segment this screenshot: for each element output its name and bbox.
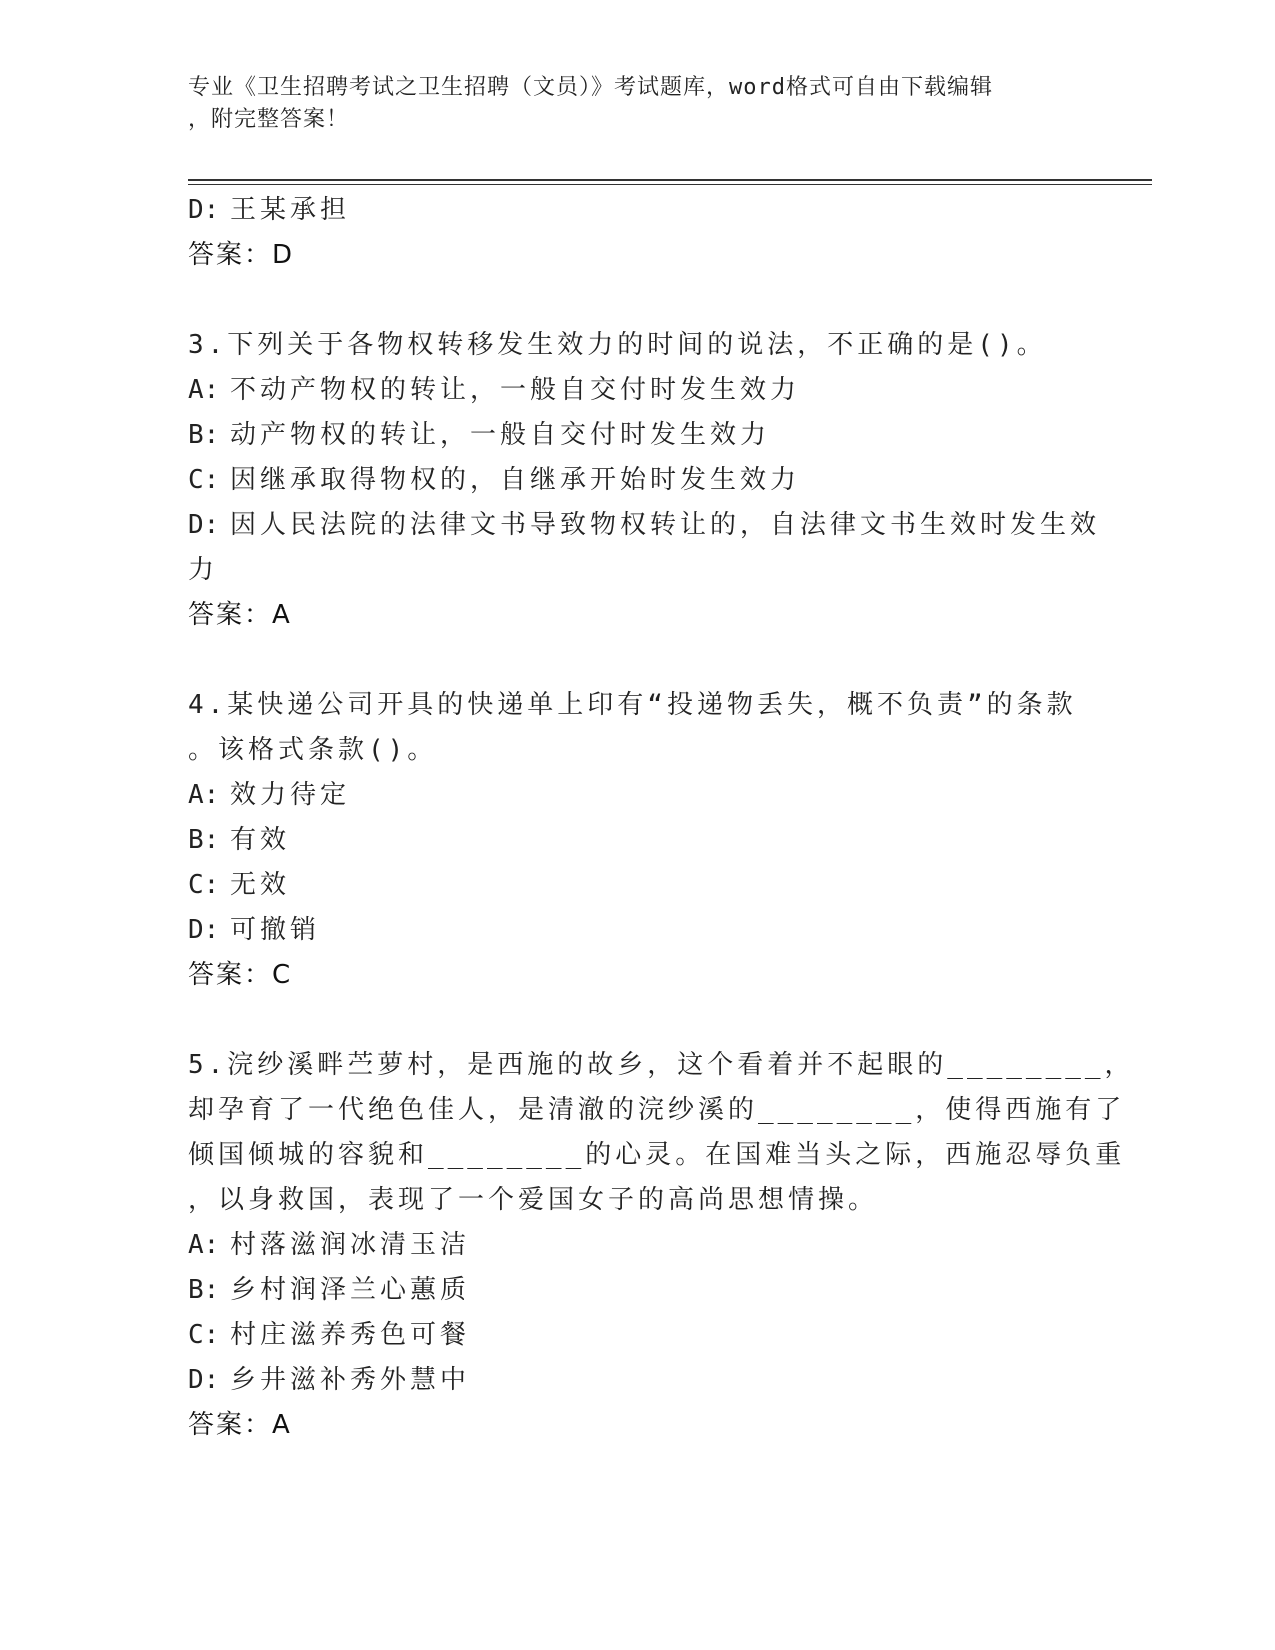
option-label: A: (188, 375, 220, 405)
q4-option-b (188, 818, 1088, 863)
option-label: C: (188, 465, 220, 495)
option-text: 动产物权的转让，一般自交付时发生效力 (230, 420, 771, 450)
option-text: 王某承担 (230, 195, 351, 225)
option-label: D: (188, 510, 220, 540)
q2-answer: 答案：D (188, 240, 295, 270)
header-rule-thick (188, 179, 1152, 181)
q4-option-c (188, 863, 1088, 908)
option-text: 效力待定 (230, 780, 351, 810)
q3-answer: 答案：A (188, 600, 292, 630)
q5-stem-line-4: ，以身救国，表现了一个爱国女子的高尚思想情操。 (188, 1185, 879, 1215)
question-content (188, 188, 1135, 1448)
header-rule-thin (188, 184, 1152, 185)
option-text: 因继承取得物权的，自继承开始时发生效力 (230, 465, 801, 495)
option-label: A: (188, 1230, 220, 1260)
q2-option-d (188, 188, 1088, 233)
q3-stem: 3.下列关于各物权转移发生效力的时间的说法，不正确的是()。 (188, 330, 1047, 360)
q5-option-a (188, 1223, 1088, 1268)
option-label: D: (188, 195, 220, 225)
q5-option-d (188, 1358, 1088, 1403)
option-text: 乡村润泽兰心蕙质 (230, 1275, 471, 1305)
q3-option-b (188, 413, 1088, 458)
q3-option-d-continued: 力 (188, 555, 219, 585)
spacer (188, 998, 1088, 1043)
option-label: C: (188, 1320, 220, 1350)
spacer (188, 278, 1088, 323)
option-label: B: (188, 1275, 220, 1305)
option-label: B: (188, 420, 220, 450)
option-text: 无效 (230, 870, 291, 900)
option-text: 不动产物权的转让，一般自交付时发生效力 (230, 375, 801, 405)
option-label: A: (188, 780, 220, 810)
q3-option-a (188, 368, 1088, 413)
q4-stem-line-2: 。该格式条款()。 (188, 735, 438, 765)
q5-stem-line-2: 却孕育了一代绝色佳人，是清澈的浣纱溪的________，使得西施有了 (188, 1095, 1126, 1125)
q5-stem-line-3: 倾国倾城的容貌和________的心灵。在国难当头之际，西施忍辱负重 (188, 1140, 1126, 1170)
q5-option-b (188, 1268, 1088, 1313)
spacer (188, 638, 1088, 683)
q3-option-d (188, 503, 1101, 548)
q5-stem-line-1: 5.浣纱溪畔苎萝村，是西施的故乡，这个看着并不起眼的________， (188, 1050, 1135, 1080)
q4-option-d (188, 908, 1088, 953)
q5-option-c (188, 1313, 1088, 1358)
option-label: B: (188, 825, 220, 855)
option-text: 村庄滋养秀色可餐 (230, 1320, 471, 1350)
q4-option-a (188, 773, 1088, 818)
option-label: C: (188, 870, 220, 900)
option-text: 村落滋润冰清玉洁 (230, 1230, 471, 1260)
option-text: 有效 (230, 825, 291, 855)
q5-answer: 答案：A (188, 1410, 292, 1440)
document-header (188, 72, 1068, 136)
option-text: 因人民法院的法律文书导致物权转让的，自法律文书生效时发生效 (230, 510, 1101, 540)
option-text: 可撤销 (230, 915, 321, 945)
header-line-2: ，附完整答案！ (188, 107, 350, 132)
q4-answer: 答案：C (188, 960, 293, 990)
option-text: 乡井滋补秀外慧中 (230, 1365, 471, 1395)
q3-option-c (188, 458, 1088, 503)
q4-stem-line-1: 4.某快递公司开具的快递单上印有“投递物丢失，概不负责”的条款 (188, 690, 1077, 720)
option-label: D: (188, 915, 220, 945)
header-line-1: 专业《卫生招聘考试之卫生招聘（文员）》考试题库，word格式可自由下载编辑 (188, 75, 993, 100)
option-label: D: (188, 1365, 220, 1395)
